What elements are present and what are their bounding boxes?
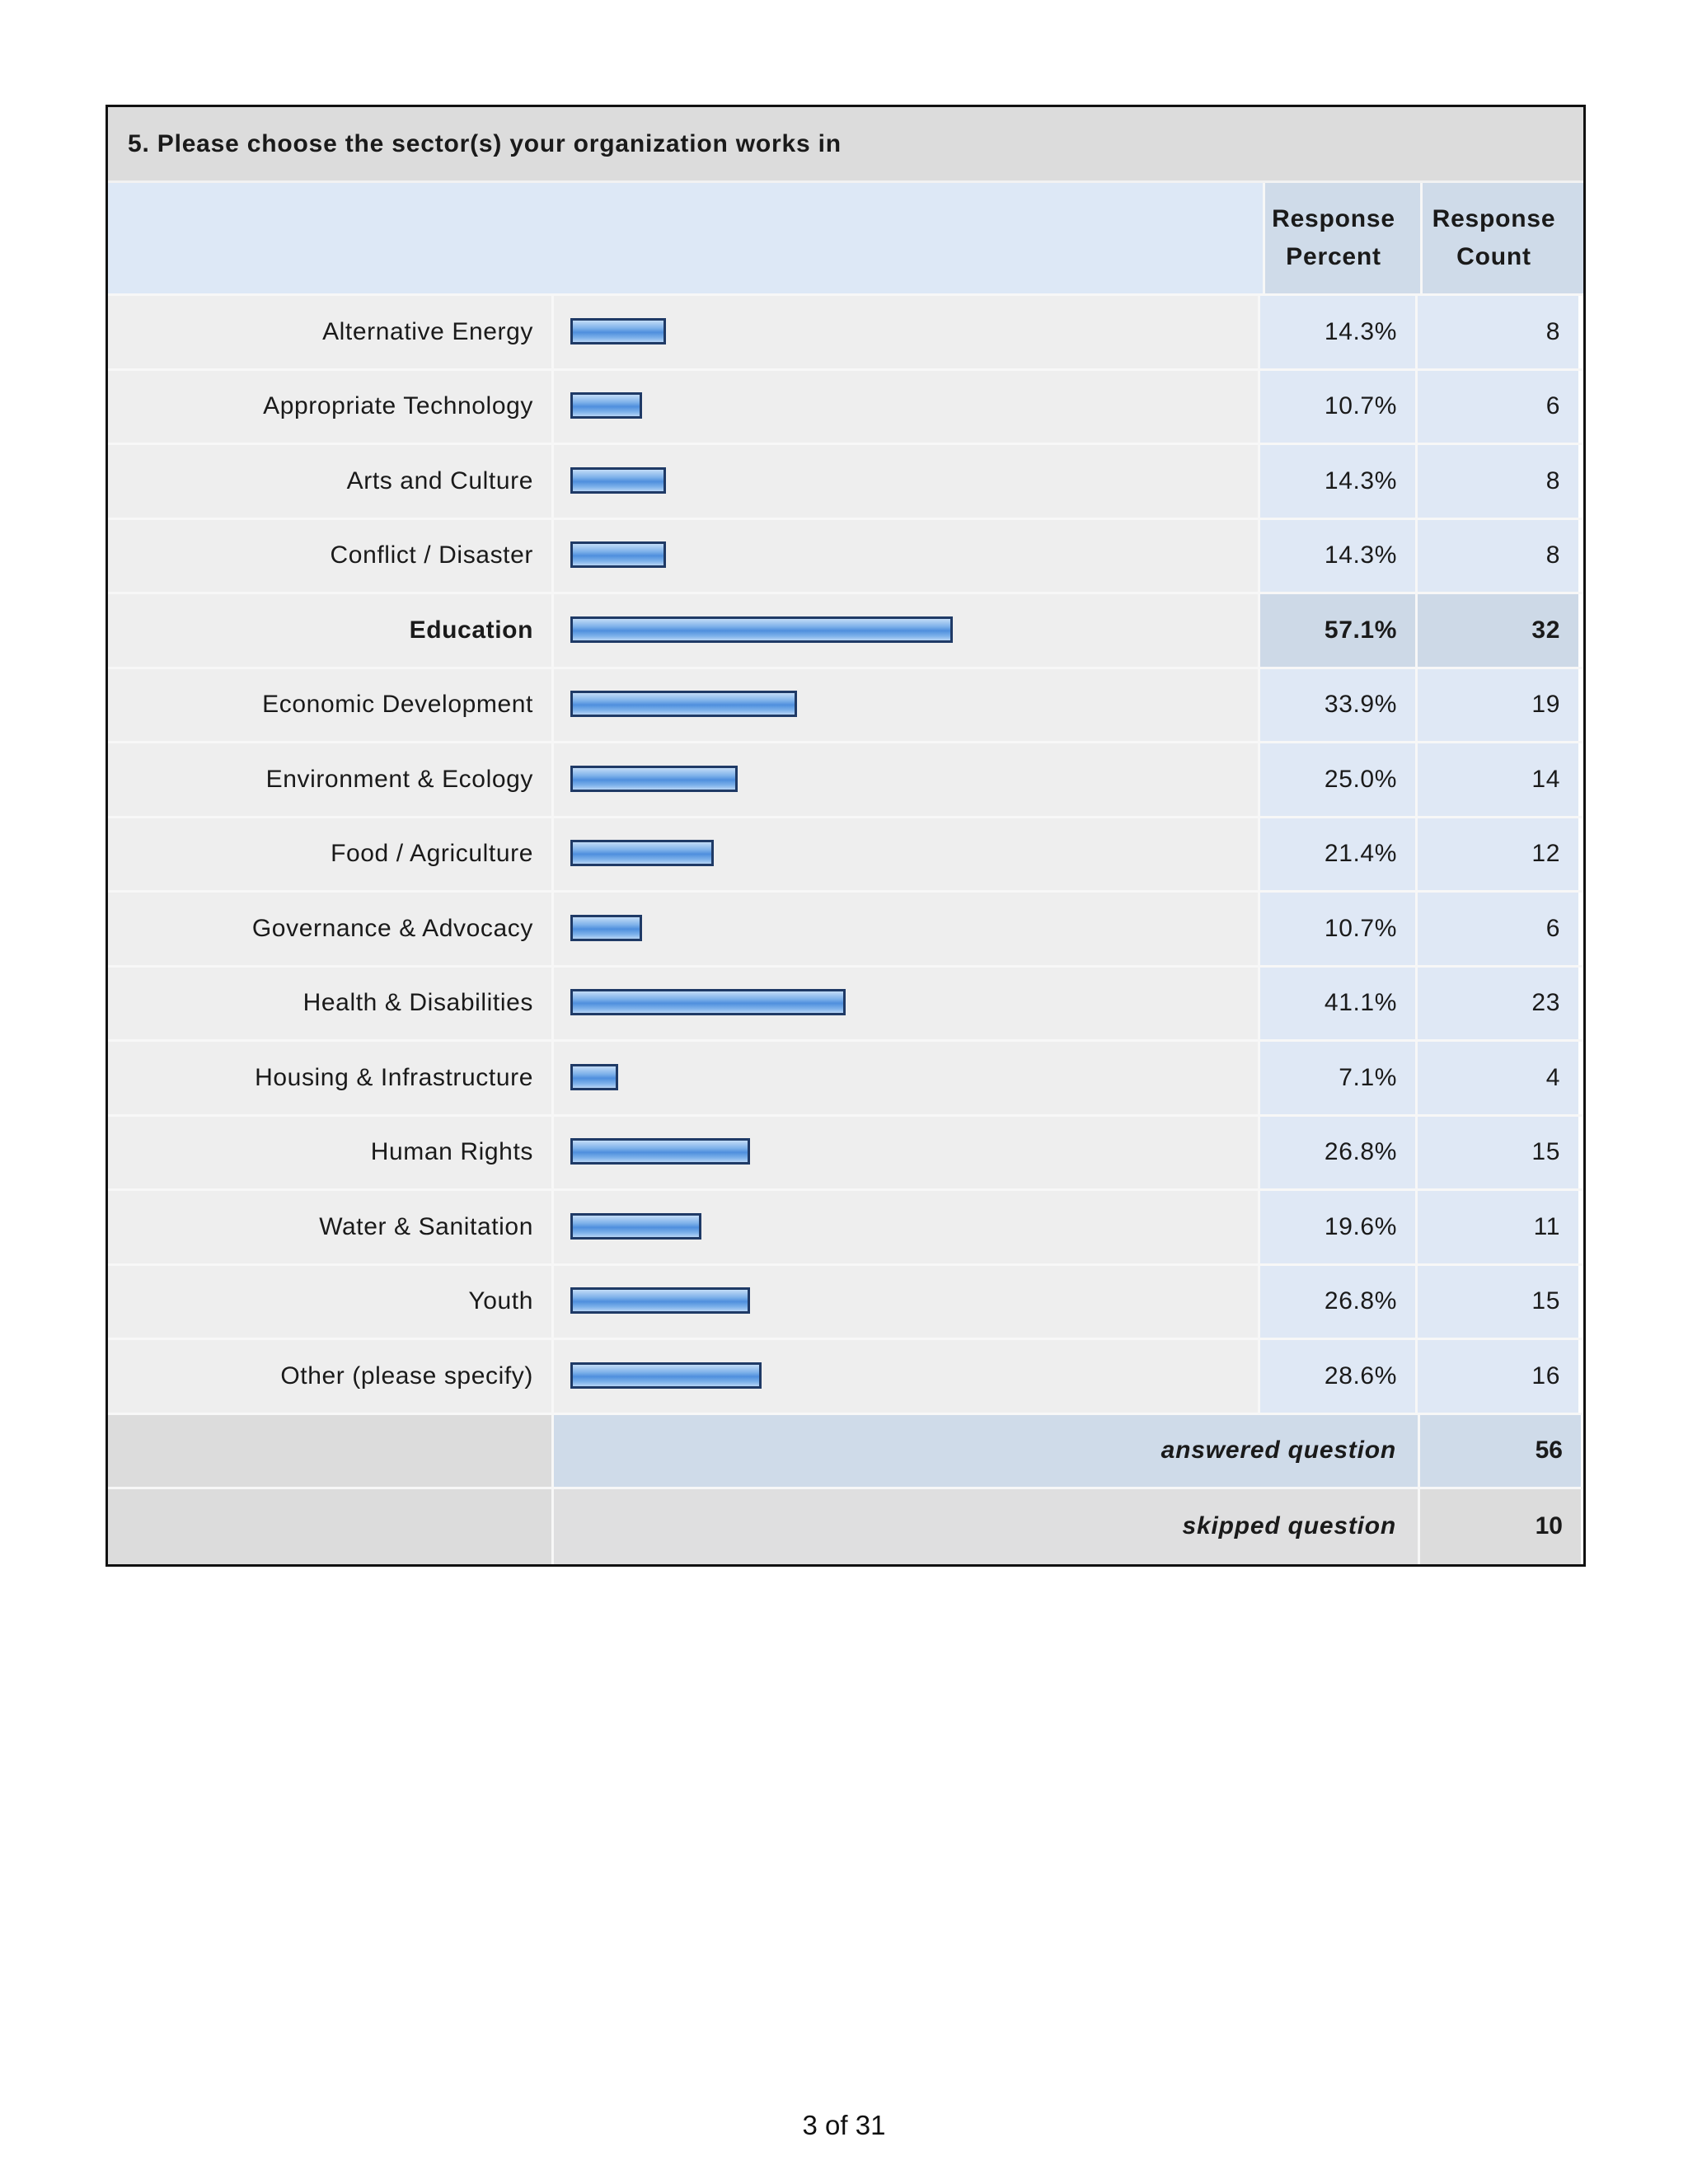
response-percent: 33.9% xyxy=(1260,669,1418,742)
answer-row xyxy=(108,594,1583,669)
answer-row xyxy=(108,445,1583,520)
response-count: 6 xyxy=(1418,893,1578,965)
response-count: 8 xyxy=(1418,520,1578,593)
answer-label: Education xyxy=(108,594,554,667)
answer-row xyxy=(108,296,1583,371)
response-percent: 57.1% xyxy=(1260,594,1418,667)
answer-row xyxy=(108,1042,1583,1117)
response-count: 32 xyxy=(1418,594,1578,667)
response-count: 8 xyxy=(1418,445,1578,518)
answer-row xyxy=(108,893,1583,968)
answer-row xyxy=(108,1340,1583,1415)
answer-row xyxy=(108,520,1583,595)
response-count: 4 xyxy=(1418,1042,1578,1114)
answer-row xyxy=(108,371,1583,446)
skipped-question-label: skipped question xyxy=(554,1489,1420,1564)
answer-label: Conflict / Disaster xyxy=(108,520,554,593)
response-count-header-label: Response Count xyxy=(1432,205,1556,270)
response-percent: 25.0% xyxy=(1260,743,1418,816)
answer-row xyxy=(108,669,1583,744)
bar-cell xyxy=(554,743,1260,816)
response-count-header xyxy=(1423,183,1583,293)
response-percent: 21.4% xyxy=(1260,818,1418,891)
response-percent: 7.1% xyxy=(1260,1042,1418,1114)
bar-cell xyxy=(554,445,1260,518)
skipped-blank-cell xyxy=(108,1489,554,1564)
response-bar xyxy=(570,915,642,941)
response-bar xyxy=(570,840,714,866)
answer-label: Appropriate Technology xyxy=(108,371,554,443)
response-percent: 14.3% xyxy=(1260,520,1418,593)
bar-cell xyxy=(554,296,1260,368)
bar-cell xyxy=(554,1266,1260,1338)
bar-cell xyxy=(554,818,1260,891)
answer-rows xyxy=(108,296,1583,1415)
bar-cell xyxy=(554,1340,1260,1413)
response-count: 11 xyxy=(1418,1191,1578,1263)
response-percent: 14.3% xyxy=(1260,296,1418,368)
survey-results-table xyxy=(106,105,1586,1567)
question-title: 5. Please choose the sector(s) your organization works in xyxy=(108,107,1583,183)
answer-label: Housing & Infrastructure xyxy=(108,1042,554,1114)
response-percent-header-label: Response Percent xyxy=(1272,205,1395,270)
response-percent: 26.8% xyxy=(1260,1266,1418,1338)
response-count: 15 xyxy=(1418,1266,1578,1338)
response-percent: 14.3% xyxy=(1260,445,1418,518)
answer-label: Other (please specify) xyxy=(108,1340,554,1413)
response-count: 14 xyxy=(1418,743,1578,816)
skipped-question-count: 10 xyxy=(1420,1489,1581,1564)
answer-row xyxy=(108,1117,1583,1192)
response-bar xyxy=(570,1064,618,1090)
answer-label: Human Rights xyxy=(108,1117,554,1189)
answer-row xyxy=(108,1191,1583,1266)
response-percent-header xyxy=(1265,183,1423,293)
answered-question-row xyxy=(108,1415,1583,1490)
bar-cell xyxy=(554,669,1260,742)
header-blank-cell xyxy=(108,183,1265,293)
bar-cell xyxy=(554,594,1260,667)
response-bar xyxy=(570,989,846,1015)
response-count: 12 xyxy=(1418,818,1578,891)
answered-question-count: 56 xyxy=(1420,1415,1581,1488)
answer-row xyxy=(108,743,1583,818)
response-count: 6 xyxy=(1418,371,1578,443)
answer-row xyxy=(108,818,1583,893)
answer-label: Water & Sanitation xyxy=(108,1191,554,1263)
response-bar xyxy=(570,766,738,792)
answered-blank-cell xyxy=(108,1415,554,1488)
response-bar xyxy=(570,691,797,717)
response-bar xyxy=(570,1213,701,1240)
response-count: 19 xyxy=(1418,669,1578,742)
answered-question-label: answered question xyxy=(554,1415,1420,1488)
answer-label: Youth xyxy=(108,1266,554,1338)
response-percent: 26.8% xyxy=(1260,1117,1418,1189)
bar-cell xyxy=(554,1042,1260,1114)
response-bar xyxy=(570,318,666,344)
answer-label: Arts and Culture xyxy=(108,445,554,518)
answer-label: Environment & Ecology xyxy=(108,743,554,816)
response-bar xyxy=(570,1138,750,1165)
response-bar xyxy=(570,1362,762,1389)
answer-label: Food / Agriculture xyxy=(108,818,554,891)
response-percent: 10.7% xyxy=(1260,893,1418,965)
response-percent: 28.6% xyxy=(1260,1340,1418,1413)
bar-cell xyxy=(554,520,1260,593)
answer-label: Alternative Energy xyxy=(108,296,554,368)
bar-cell xyxy=(554,968,1260,1040)
response-bar xyxy=(570,467,666,494)
response-bar xyxy=(570,616,953,643)
answer-label: Health & Disabilities xyxy=(108,968,554,1040)
response-count: 15 xyxy=(1418,1117,1578,1189)
response-count: 16 xyxy=(1418,1340,1578,1413)
bar-cell xyxy=(554,893,1260,965)
answer-row xyxy=(108,968,1583,1043)
response-bar xyxy=(570,1287,750,1314)
response-percent: 41.1% xyxy=(1260,968,1418,1040)
response-count: 23 xyxy=(1418,968,1578,1040)
table-header-row xyxy=(108,183,1583,296)
response-percent: 19.6% xyxy=(1260,1191,1418,1263)
skipped-question-row xyxy=(108,1489,1583,1564)
response-bar xyxy=(570,541,666,568)
answer-label: Economic Development xyxy=(108,669,554,742)
page-number: 3 of 31 xyxy=(802,2110,886,2140)
bar-cell xyxy=(554,1117,1260,1189)
response-count: 8 xyxy=(1418,296,1578,368)
answer-row xyxy=(108,1266,1583,1341)
answer-label: Governance & Advocacy xyxy=(108,893,554,965)
response-bar xyxy=(570,392,642,419)
bar-cell xyxy=(554,1191,1260,1263)
response-percent: 10.7% xyxy=(1260,371,1418,443)
bar-cell xyxy=(554,371,1260,443)
